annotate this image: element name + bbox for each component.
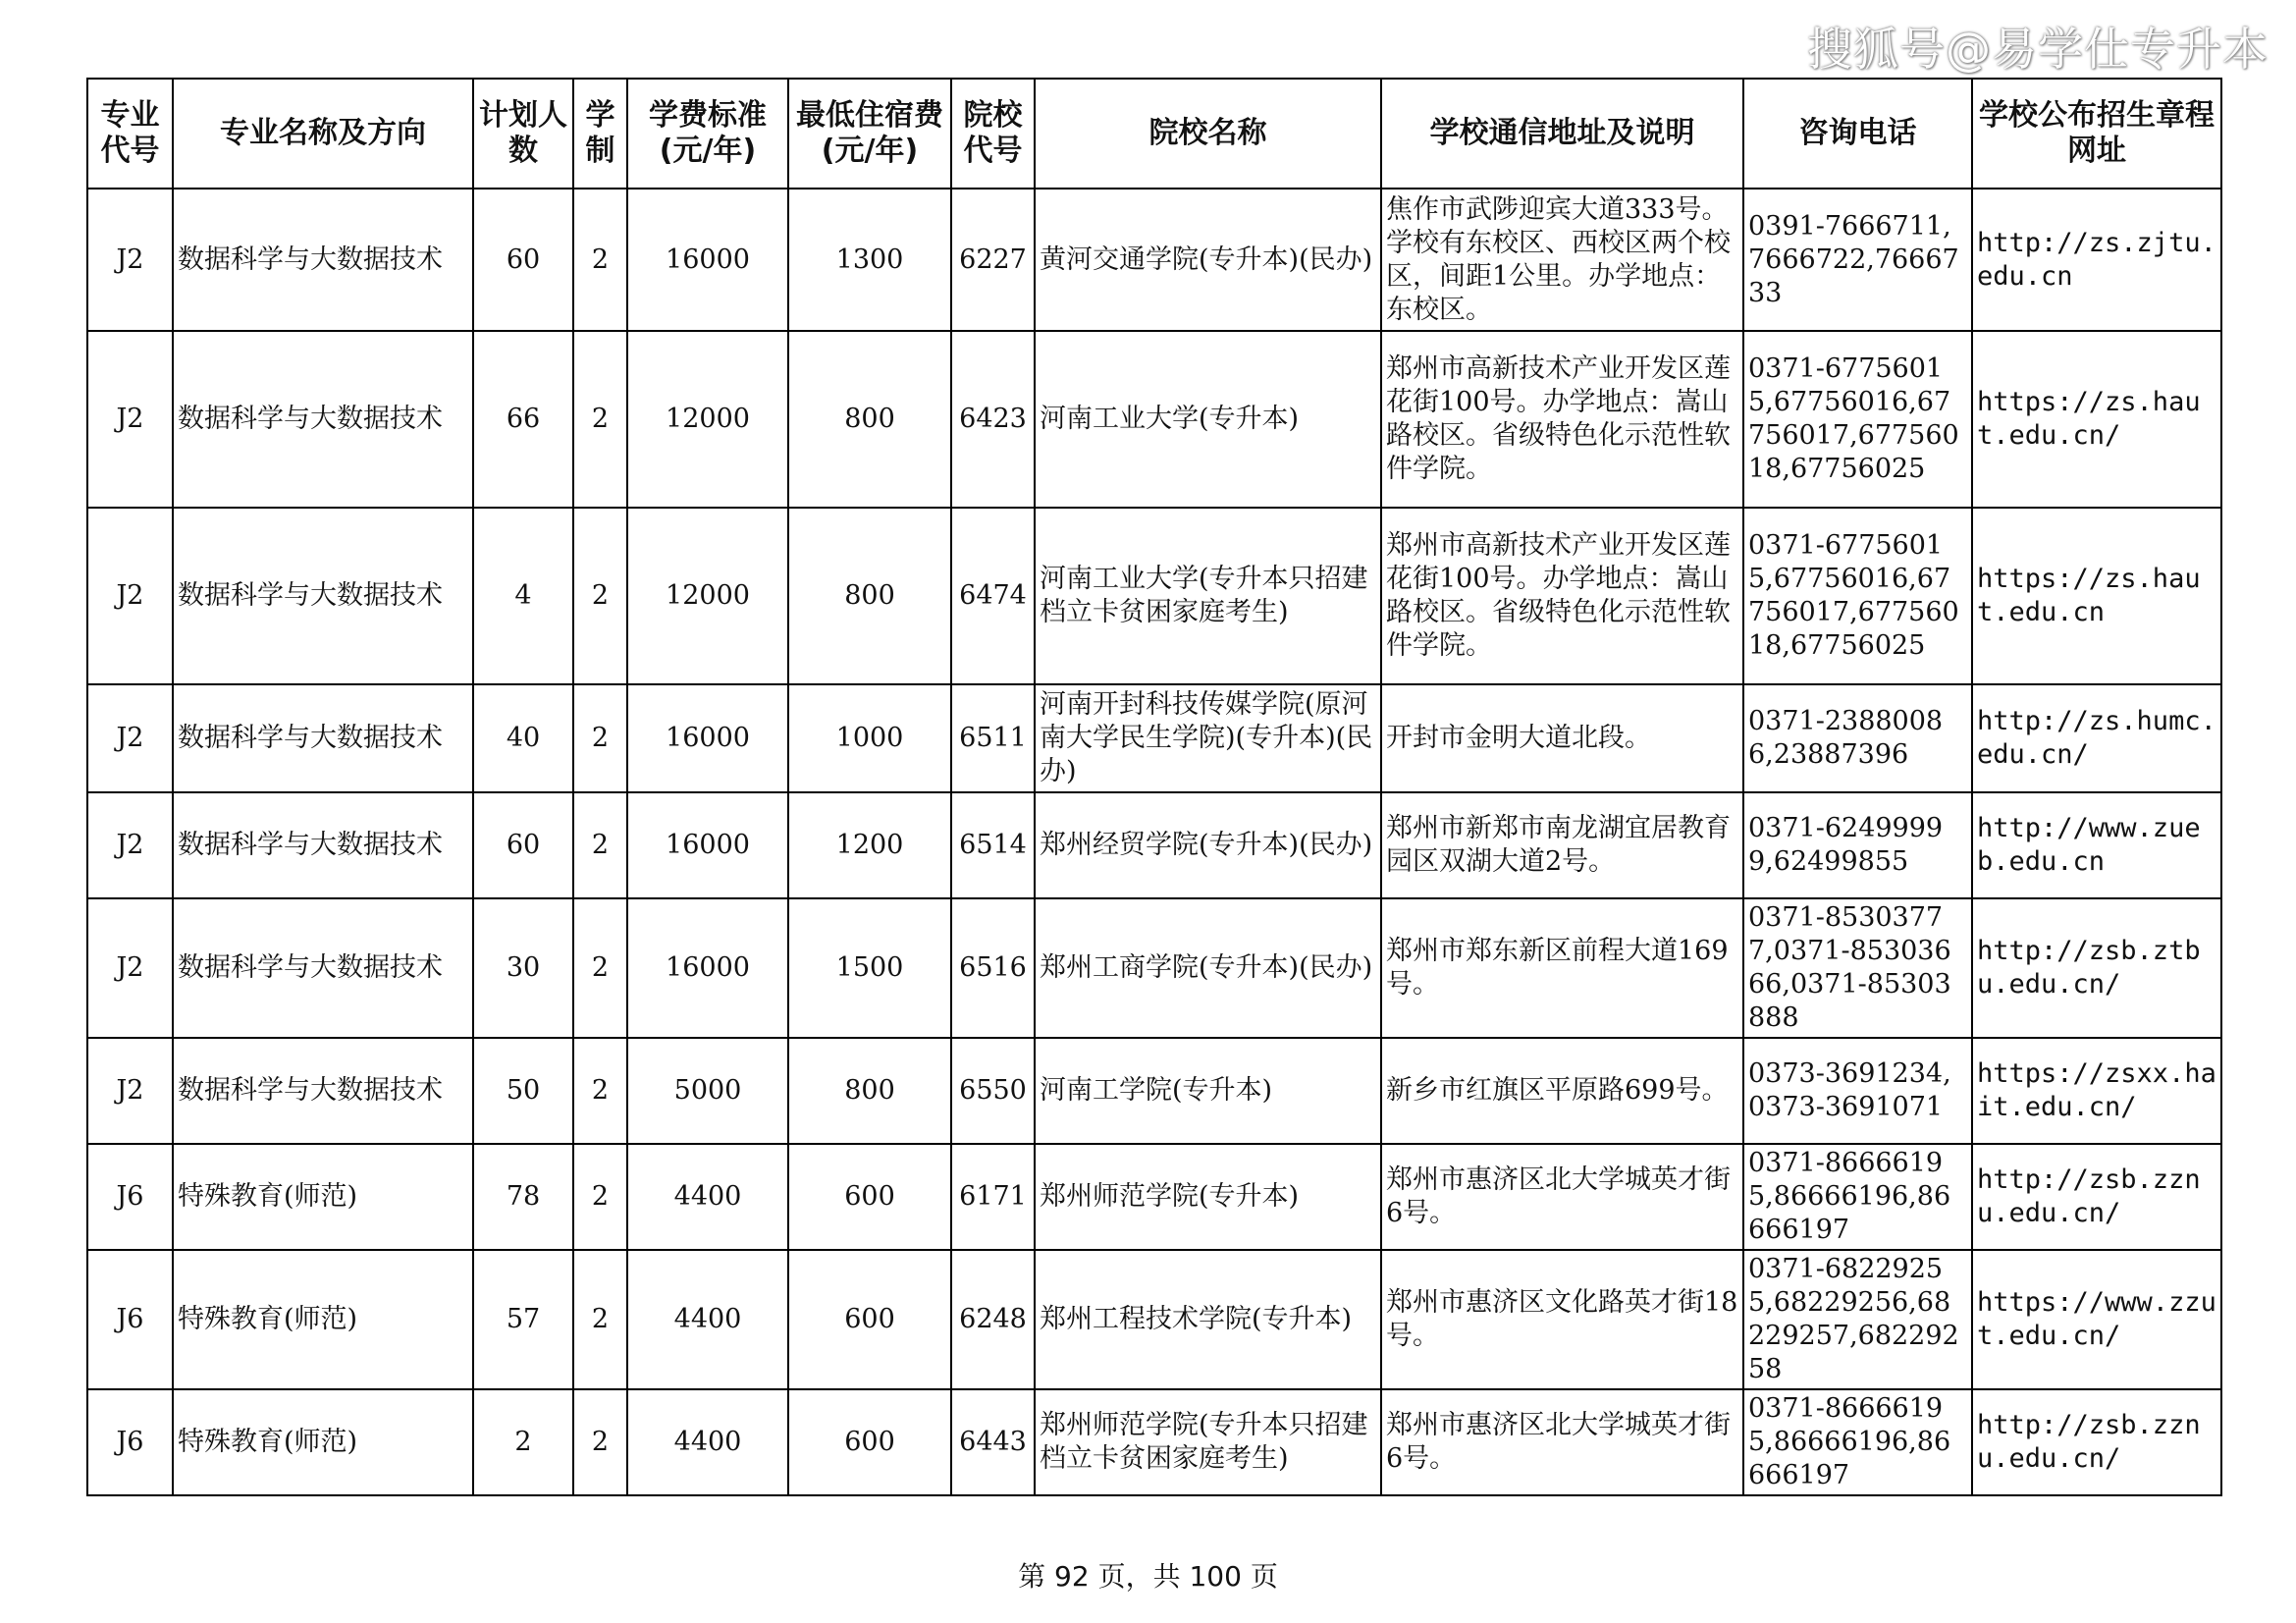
tuition-cell: 12000 (627, 508, 788, 684)
years-cell: 2 (573, 1038, 627, 1144)
plan-cell: 57 (473, 1250, 573, 1389)
plan-cell: 78 (473, 1144, 573, 1250)
website-cell[interactable]: http://www.zueb.edu.cn (1972, 792, 2221, 898)
header-tuition: 学费标准(元/年) (627, 79, 788, 189)
years-cell: 2 (573, 898, 627, 1038)
table-row (87, 1038, 2221, 1144)
website-cell[interactable]: https://www.zzut.edu.cn/ (1972, 1250, 2221, 1389)
years-cell: 2 (573, 1144, 627, 1250)
plan-cell: 60 (473, 792, 573, 898)
header-plan: 计划人数 (473, 79, 573, 189)
major-code-cell: J2 (87, 792, 173, 898)
phone-cell: 0371-68229255,68229256,68229257,68229258 (1743, 1250, 1972, 1389)
phone-cell: 0371-86666195,86666196,86666197 (1743, 1389, 1972, 1495)
table-row (87, 1250, 2221, 1389)
major-code-cell: J2 (87, 684, 173, 792)
website-cell[interactable]: http://zs.zjtu.edu.cn (1972, 189, 2221, 331)
major-name-cell: 特殊教育(师范) (173, 1250, 473, 1389)
address-cell: 焦作市武陟迎宾大道333号。学校有东校区、西校区两个校区，间距1公里。办学地点：东校区。 (1381, 189, 1743, 331)
phone-cell: 0391-7666711,7666722,7666733 (1743, 189, 1972, 331)
table-row (87, 898, 2221, 1038)
table-header-row (87, 79, 2221, 189)
school-name-cell: 郑州经贸学院(专升本)(民办) (1035, 792, 1381, 898)
website-cell[interactable]: http://zs.humc.edu.cn/ (1972, 684, 2221, 792)
major-code-cell: J2 (87, 1038, 173, 1144)
school-code-cell: 6474 (951, 508, 1035, 684)
school-code-cell: 6227 (951, 189, 1035, 331)
website-cell[interactable]: http://zsb.ztbu.edu.cn/ (1972, 898, 2221, 1038)
phone-cell: 0371-23880086,23887396 (1743, 684, 1972, 792)
watermark: 搜狐号@易学仕专升本 (1807, 23, 2269, 76)
years-cell: 2 (573, 508, 627, 684)
dorm-cell: 1000 (788, 684, 951, 792)
address-cell: 新乡市红旗区平原路699号。 (1381, 1038, 1743, 1144)
address-cell: 郑州市惠济区北大学城英才街6号。 (1381, 1144, 1743, 1250)
address-cell: 郑州市惠济区北大学城英才街6号。 (1381, 1389, 1743, 1495)
tuition-cell: 16000 (627, 684, 788, 792)
major-name-cell: 特殊教育(师范) (173, 1389, 473, 1495)
major-name-cell: 数据科学与大数据技术 (173, 508, 473, 684)
years-cell: 2 (573, 792, 627, 898)
school-code-cell: 6443 (951, 1389, 1035, 1495)
school-name-cell: 郑州师范学院(专升本只招建档立卡贫困家庭考生) (1035, 1389, 1381, 1495)
phone-cell: 0371-67756015,67756016,67756017,67756018,67756025 (1743, 508, 1972, 684)
school-name-cell: 郑州工程技术学院(专升本) (1035, 1250, 1381, 1389)
dorm-cell: 800 (788, 331, 951, 508)
website-cell[interactable]: https://zs.haut.edu.cn (1972, 508, 2221, 684)
dorm-cell: 1500 (788, 898, 951, 1038)
address-cell: 郑州市郑东新区前程大道169号。 (1381, 898, 1743, 1038)
header-major-code: 专业代号 (87, 79, 173, 189)
major-name-cell: 数据科学与大数据技术 (173, 792, 473, 898)
tuition-cell: 16000 (627, 792, 788, 898)
header-school-code: 院校代号 (951, 79, 1035, 189)
plan-cell: 30 (473, 898, 573, 1038)
address-cell: 郑州市高新技术产业开发区莲花街100号。办学地点：嵩山路校区。省级特色化示范性软件学院。 (1381, 508, 1743, 684)
major-code-cell: J2 (87, 189, 173, 331)
header-years: 学制 (573, 79, 627, 189)
phone-cell: 0371-67756015,67756016,67756017,67756018,67756025 (1743, 331, 1972, 508)
dorm-cell: 800 (788, 508, 951, 684)
dorm-cell: 1200 (788, 792, 951, 898)
phone-cell: 0371-85303777,0371-85303666,0371-85303888 (1743, 898, 1972, 1038)
tuition-cell: 12000 (627, 331, 788, 508)
years-cell: 2 (573, 1389, 627, 1495)
school-code-cell: 6511 (951, 684, 1035, 792)
header-school-name: 院校名称 (1035, 79, 1381, 189)
dorm-cell: 600 (788, 1389, 951, 1495)
header-phone: 咨询电话 (1743, 79, 1972, 189)
table-row (87, 1144, 2221, 1250)
school-name-cell: 河南工学院(专升本) (1035, 1038, 1381, 1144)
dorm-cell: 800 (788, 1038, 951, 1144)
major-name-cell: 数据科学与大数据技术 (173, 898, 473, 1038)
table-row (87, 792, 2221, 898)
school-code-cell: 6516 (951, 898, 1035, 1038)
table-row (87, 189, 2221, 331)
years-cell: 2 (573, 684, 627, 792)
phone-cell: 0371-62499999,62499855 (1743, 792, 1972, 898)
plan-cell: 40 (473, 684, 573, 792)
major-code-cell: J2 (87, 508, 173, 684)
phone-cell: 0373-3691234,0373-3691071 (1743, 1038, 1972, 1144)
website-cell[interactable]: http://zsb.zznu.edu.cn/ (1972, 1389, 2221, 1495)
school-code-cell: 6423 (951, 331, 1035, 508)
major-name-cell: 数据科学与大数据技术 (173, 1038, 473, 1144)
dorm-cell: 600 (788, 1250, 951, 1389)
tuition-cell: 16000 (627, 189, 788, 331)
major-code-cell: J6 (87, 1389, 173, 1495)
school-name-cell: 河南工业大学(专升本只招建档立卡贫困家庭考生) (1035, 508, 1381, 684)
plan-cell: 50 (473, 1038, 573, 1144)
header-dorm: 最低住宿费(元/年) (788, 79, 951, 189)
address-cell: 开封市金明大道北段。 (1381, 684, 1743, 792)
major-name-cell: 数据科学与大数据技术 (173, 189, 473, 331)
website-cell[interactable]: http://zsb.zznu.edu.cn/ (1972, 1144, 2221, 1250)
years-cell: 2 (573, 189, 627, 331)
dorm-cell: 1300 (788, 189, 951, 331)
header-address: 学校通信地址及说明 (1381, 79, 1743, 189)
plan-cell: 60 (473, 189, 573, 331)
school-code-cell: 6550 (951, 1038, 1035, 1144)
table-row (87, 331, 2221, 508)
tuition-cell: 4400 (627, 1389, 788, 1495)
major-name-cell: 数据科学与大数据技术 (173, 684, 473, 792)
major-name-cell: 特殊教育(师范) (173, 1144, 473, 1250)
address-cell: 郑州市新郑市南龙湖宜居教育园区双湖大道2号。 (1381, 792, 1743, 898)
table-row (87, 1389, 2221, 1495)
address-cell: 郑州市惠济区文化路英才街18号。 (1381, 1250, 1743, 1389)
tuition-cell: 4400 (627, 1250, 788, 1389)
years-cell: 2 (573, 331, 627, 508)
plan-cell: 66 (473, 331, 573, 508)
school-name-cell: 郑州师范学院(专升本) (1035, 1144, 1381, 1250)
tuition-cell: 16000 (627, 898, 788, 1038)
page-footer: 第 92 页，共 100 页 (1018, 1560, 1278, 1593)
website-cell[interactable]: https://zsxx.hait.edu.cn/ (1972, 1038, 2221, 1144)
major-code-cell: J2 (87, 898, 173, 1038)
major-code-cell: J6 (87, 1250, 173, 1389)
school-code-cell: 6248 (951, 1250, 1035, 1389)
tuition-cell: 4400 (627, 1144, 788, 1250)
major-name-cell: 数据科学与大数据技术 (173, 331, 473, 508)
school-code-cell: 6171 (951, 1144, 1035, 1250)
phone-cell: 0371-86666195,86666196,86666197 (1743, 1144, 1972, 1250)
table-row (87, 508, 2221, 684)
school-name-cell: 河南开封科技传媒学院(原河南大学民生学院)(专升本)(民办) (1035, 684, 1381, 792)
school-name-cell: 郑州工商学院(专升本)(民办) (1035, 898, 1381, 1038)
school-code-cell: 6514 (951, 792, 1035, 898)
major-code-cell: J2 (87, 331, 173, 508)
school-name-cell: 河南工业大学(专升本) (1035, 331, 1381, 508)
tuition-cell: 5000 (627, 1038, 788, 1144)
school-name-cell: 黄河交通学院(专升本)(民办) (1035, 189, 1381, 331)
website-cell[interactable]: https://zs.haut.edu.cn/ (1972, 331, 2221, 508)
table-row (87, 684, 2221, 792)
header-major-name: 专业名称及方向 (173, 79, 473, 189)
enrollment-table (86, 78, 2222, 1496)
years-cell: 2 (573, 1250, 627, 1389)
plan-cell: 2 (473, 1389, 573, 1495)
plan-cell: 4 (473, 508, 573, 684)
address-cell: 郑州市高新技术产业开发区莲花街100号。办学地点：嵩山路校区。省级特色化示范性软件学院。 (1381, 331, 1743, 508)
header-website: 学校公布招生章程网址 (1972, 79, 2221, 189)
major-code-cell: J6 (87, 1144, 173, 1250)
dorm-cell: 600 (788, 1144, 951, 1250)
